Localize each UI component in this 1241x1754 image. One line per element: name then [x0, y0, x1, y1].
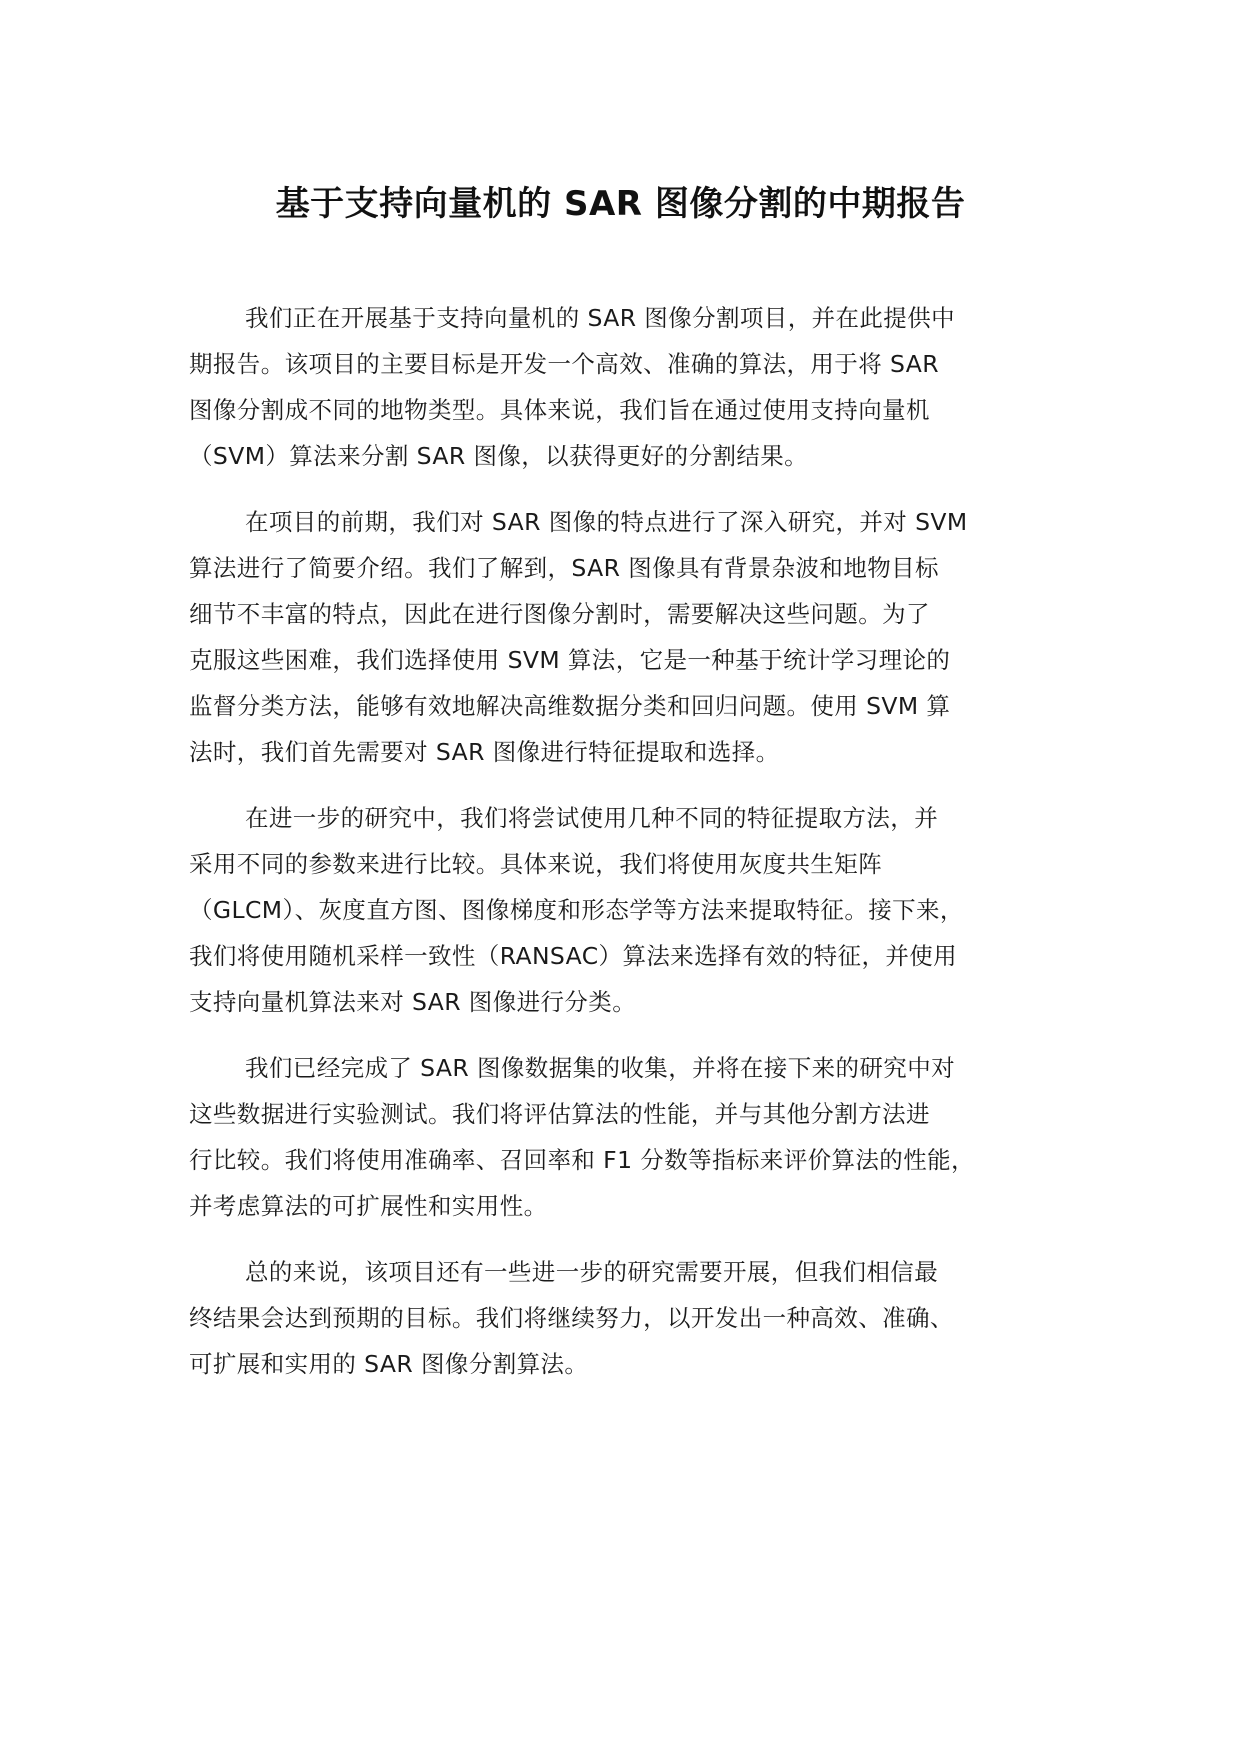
paragraph-line: 行比较。我们将使用准确率、召回率和 F1 分数等指标来评价算法的性能， — [189, 1146, 975, 1174]
paragraph-line: 终结果会达到预期的目标。我们将继续努力，以开发出一种高效、准确、 — [189, 1304, 954, 1332]
paragraph-2 — [189, 499, 1089, 775]
paragraph-line: 在项目的前期，我们对 SAR 图像的特点进行了深入研究，并对 SVM — [245, 508, 968, 536]
paragraph-line: （SVM）算法来分割 SAR 图像，以获得更好的分割结果。 — [189, 442, 809, 470]
paragraph-line: 支持向量机算法来对 SAR 图像进行分类。 — [189, 988, 637, 1016]
paragraph-line: 这些数据进行实验测试。我们将评估算法的性能，并与其他分割方法进 — [189, 1100, 930, 1128]
paragraph-line: 并考虑算法的可扩展性和实用性。 — [189, 1192, 548, 1220]
paragraph-line: 采用不同的参数来进行比较。具体来说，我们将使用灰度共生矩阵 — [189, 850, 883, 878]
paragraph-line: 算法进行了简要介绍。我们了解到，SAR 图像具有背景杂波和地物目标 — [189, 554, 939, 582]
paragraph-line: 期报告。该项目的主要目标是开发一个高效、准确的算法，用于将 SAR — [189, 350, 939, 378]
paragraph-1 — [189, 295, 1089, 479]
paragraph-line: 监督分类方法，能够有效地解决高维数据分类和回归问题。使用 SVM 算 — [189, 692, 951, 720]
paragraph-line: 图像分割成不同的地物类型。具体来说，我们旨在通过使用支持向量机 — [189, 396, 930, 424]
paragraph-line: 细节不丰富的特点，因此在进行图像分割时，需要解决这些问题。为了 — [189, 600, 930, 628]
paragraph-line: 克服这些困难，我们选择使用 SVM 算法，它是一种基于统计学习理论的 — [189, 646, 951, 674]
document-body — [189, 295, 1089, 1407]
paragraph-line: 在进一步的研究中，我们将尝试使用几种不同的特征提取方法，并 — [245, 804, 939, 832]
paragraph-5 — [189, 1249, 1089, 1387]
paragraph-3 — [189, 795, 1089, 1025]
paragraph-4 — [189, 1045, 1089, 1229]
paragraph-line: 可扩展和实用的 SAR 图像分割算法。 — [189, 1350, 589, 1378]
document-title: 基于支持向量机的 SAR 图像分割的中期报告 — [275, 184, 966, 224]
paragraph-line: 法时，我们首先需要对 SAR 图像进行特征提取和选择。 — [189, 738, 780, 766]
paragraph-line: 我们正在开展基于支持向量机的 SAR 图像分割项目，并在此提供中 — [245, 304, 955, 332]
paragraph-line: 我们将使用随机采样一致性（RANSAC）算法来选择有效的特征，并使用 — [189, 942, 958, 970]
paragraph-line: 我们已经完成了 SAR 图像数据集的收集，并将在接下来的研究中对 — [245, 1054, 955, 1082]
paragraph-line: （GLCM）、灰度直方图、图像梯度和形态学等方法来提取特征。接下来， — [189, 896, 964, 924]
paragraph-line: 总的来说，该项目还有一些进一步的研究需要开展，但我们相信最 — [245, 1258, 939, 1286]
